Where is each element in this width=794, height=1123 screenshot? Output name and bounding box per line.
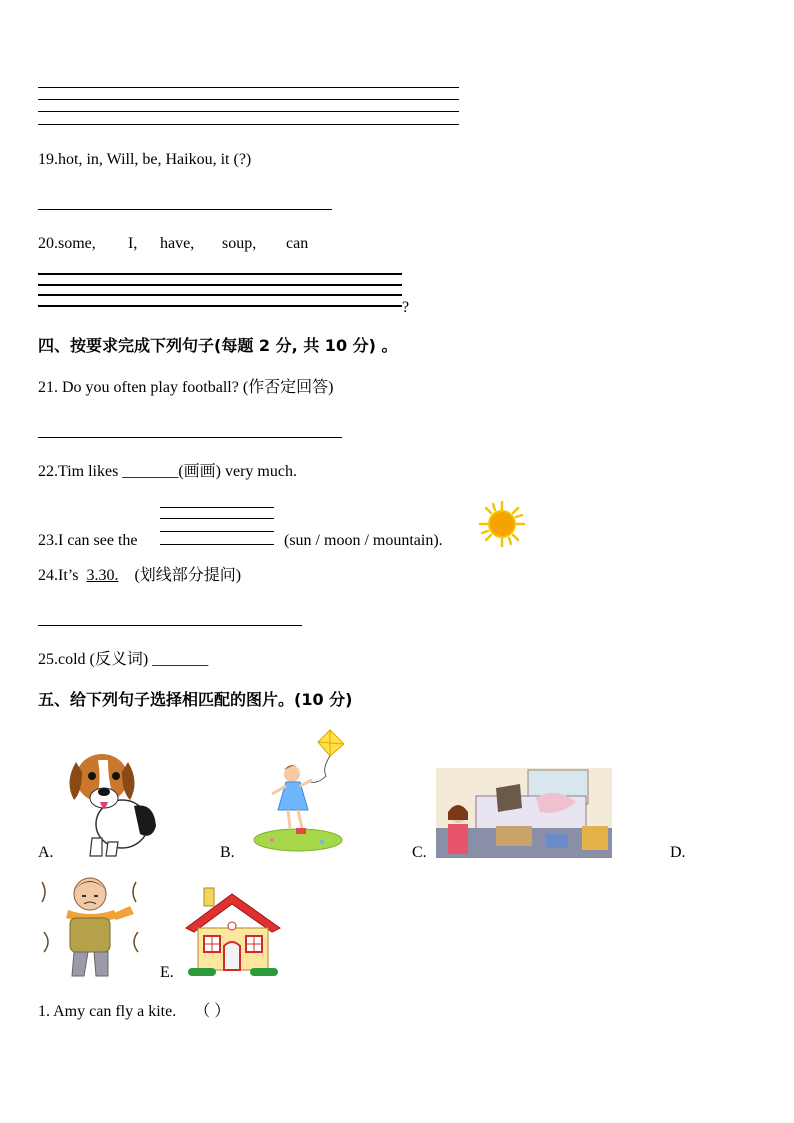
answer-line bbox=[160, 544, 274, 545]
answer-line bbox=[38, 437, 342, 438]
answer-line bbox=[38, 294, 402, 296]
answer-line bbox=[160, 507, 274, 508]
answer-line bbox=[38, 99, 459, 100]
question-21: 21. Do you often play football? (作否定回答) bbox=[38, 379, 334, 396]
answer-line bbox=[38, 273, 402, 275]
item-1-text: 1. Amy can fly a kite. bbox=[38, 1003, 177, 1020]
option-a: A. bbox=[38, 844, 54, 861]
answer-line bbox=[38, 284, 402, 286]
house-icon bbox=[184, 884, 282, 980]
section-5-title: 五、给下列句子选择相匹配的图片。(10 分) bbox=[38, 690, 353, 709]
answer-line bbox=[38, 305, 402, 307]
answer-line bbox=[38, 111, 459, 112]
answer-paren[interactable]: （ ） bbox=[194, 1003, 231, 1020]
word: can bbox=[286, 235, 309, 252]
underlined-time: 3.30. bbox=[86, 567, 119, 584]
section-4-title: 四、按要求完成下列句子(每题 2 分, 共 10 分) 。 bbox=[38, 336, 398, 355]
dog-icon bbox=[62, 742, 162, 860]
answer-line bbox=[38, 124, 459, 125]
option-b: B. bbox=[220, 844, 235, 861]
question-23-options: (sun / moon / mountain). bbox=[284, 532, 443, 549]
question-22: 22.Tim likes _______(画画) very much. bbox=[38, 463, 297, 480]
option-e: E. bbox=[160, 964, 174, 981]
word: have, bbox=[160, 235, 195, 252]
item-1 bbox=[38, 1002, 230, 1022]
question-25: 25.cold (反义词) _______ bbox=[38, 651, 209, 668]
kite-girl-icon bbox=[252, 728, 348, 854]
question-24 bbox=[38, 566, 241, 586]
messy-room-icon bbox=[436, 768, 612, 858]
word: soup, bbox=[222, 235, 257, 252]
answer-line bbox=[160, 518, 274, 519]
question-mark: ? bbox=[402, 299, 410, 316]
sun-icon bbox=[478, 500, 526, 548]
option-d: D. bbox=[670, 844, 686, 861]
option-c: C. bbox=[412, 844, 427, 861]
question-24-prefix: 24.It’s bbox=[38, 567, 79, 584]
cold-boy-icon bbox=[38, 872, 146, 980]
question-24-instruction: (划线部分提问) bbox=[134, 567, 242, 584]
question-19: 19.hot, in, Will, be, Haikou, it (?) bbox=[38, 151, 252, 168]
answer-line bbox=[160, 531, 274, 532]
word: I, bbox=[128, 235, 138, 252]
word: 20.some, bbox=[38, 235, 96, 252]
question-23-prefix: 23.I can see the bbox=[38, 532, 138, 549]
answer-line bbox=[38, 87, 459, 88]
answer-line bbox=[38, 209, 332, 210]
answer-line bbox=[38, 625, 302, 626]
